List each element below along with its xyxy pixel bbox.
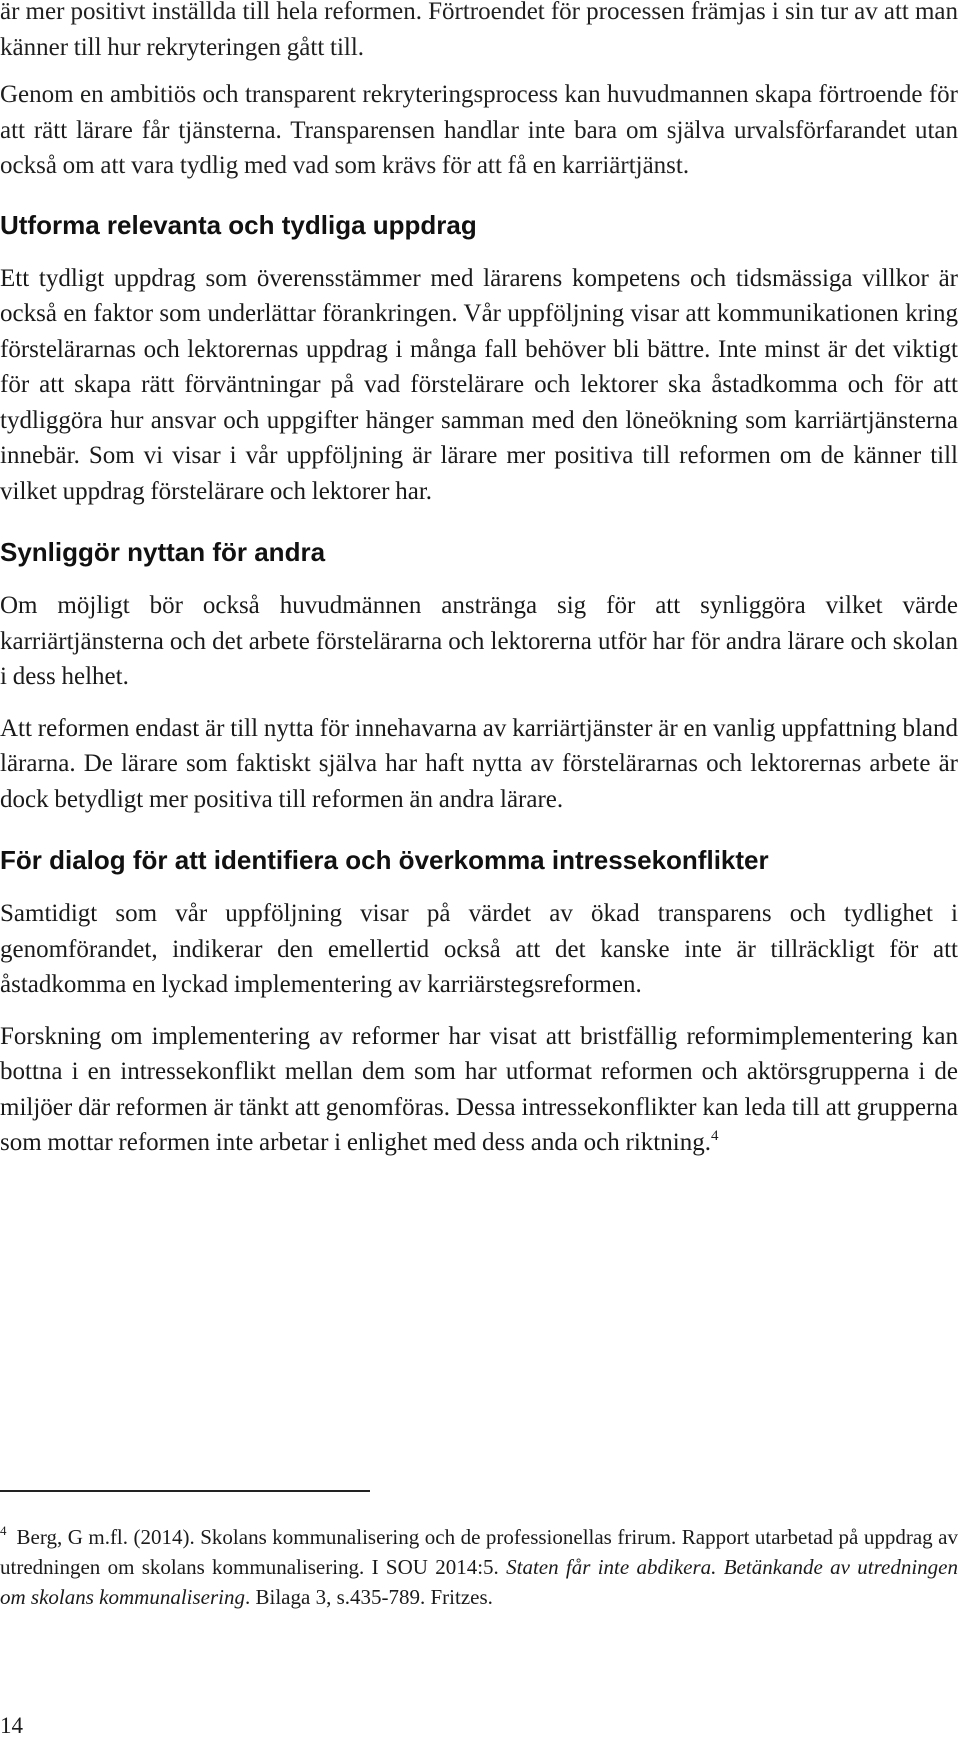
intro-paragraph-2: Genom en ambitiös och transparent rekryteringsprocess kan huvudmannen skapa förtroende för att rätt lärare får tjänsterna. Transparensen handlar inte bara om själva urvalsförfarandet utan också om att vara tydlig med vad som krävs för att få en karriärtjänst.	[0, 81, 958, 179]
section-heading-uppdrag: Utforma relevanta och tydliga uppdrag	[0, 209, 477, 240]
intro-paragraph-1: är mer positivt inställda till hela reformen. Förtroendet för processen främjas i sin tur av att man känner till hur rekryteringen gått till.	[0, 0, 958, 61]
section-dialog-paragraph-2-text: Forskning om implementering av reformer har visat att bristfällig reformimplementering kan bottna i en intressekonflikt mellan dem som har utformat reformen och aktörsgrupperna i de miljöer där reformen är tänkt att genomföras. Dessa intressekonflikter kan leda till att grupperna som mottar reformen inte arbetar i enlighet med dess anda och riktning.	[0, 1022, 958, 1156]
page-number: 14	[0, 1713, 23, 1738]
footnote-reference: 4	[710, 1128, 719, 1144]
footnote-marker: 4	[0, 1523, 7, 1538]
section-uppdrag-paragraph: Ett tydligt uppdrag som överensstämmer med lärarens kompetens och tidsmässiga villkor är också en faktor som underlättar förankringen. Vår uppföljning visar att kommunikationen kring förstelärarnas och lektorernas uppdrag i många fall behöver bli bättre. Inte minst är det viktigt för att skapa rätt förväntningar på vad förstelärare och lektorer ska åstadkomma och för att tydliggöra hur ansvar och uppgifter hänger samman med den löneökning som karriärtjänsterna innebär. Som vi visar i vår uppföljning är lärare mer positiva till reformen om de känner till vilket uppdrag förstelärare och lektorer har.	[0, 264, 958, 505]
section-heading-nyttan: Synliggör nyttan för andra	[0, 537, 326, 567]
section-dialog-paragraph-1: Samtidigt som vår uppföljning visar på värdet av ökad transparens och tydlighet i genomförandet, indikerar den emellertid också att det kanske inte är tillräckligt för att åstadkomma en lyckad implementering av karriärstegsreformen.	[0, 900, 958, 998]
footnote	[0, 1522, 958, 1612]
section-dialog-paragraph-2	[0, 1019, 958, 1161]
footnote-text-end: . Bilaga 3, s.435-789. Fritzes.	[245, 1585, 493, 1609]
footnote-italic-title: Staten får inte abdikera. Betänkande av utredningen om skolans kommunalisering	[0, 1555, 958, 1609]
section-nyttan-paragraph-2: Att reformen endast är till nytta för innehavarna av karriärtjänster är en vanlig uppfattning bland lärarna. De lärare som faktiskt själva har haft nytta av förstelärarnas och lektorernas arbete är dock betydligt mer positiva till reformen än andra lärare.	[0, 714, 958, 813]
footnote-divider	[0, 1490, 370, 1492]
section-heading-dialog: För dialog för att identifiera och överkomma intressekonflikter	[0, 845, 769, 875]
section-nyttan-paragraph-1: Om möjligt bör också huvudmännen anstränga sig för att synliggöra vilket värde karriärtjänsterna och det arbete förstelärarna och lektorerna utför har för andra lärare och skolan i dess helhet.	[0, 592, 958, 690]
footnote-text-start: Berg, G m.fl. (2014). Skolans kommunalisering och de professionellas frirum. Rapport utarbetad på uppdrag av utredningen om skolans kommunalisering. I SOU 2014:5.	[0, 1525, 958, 1579]
